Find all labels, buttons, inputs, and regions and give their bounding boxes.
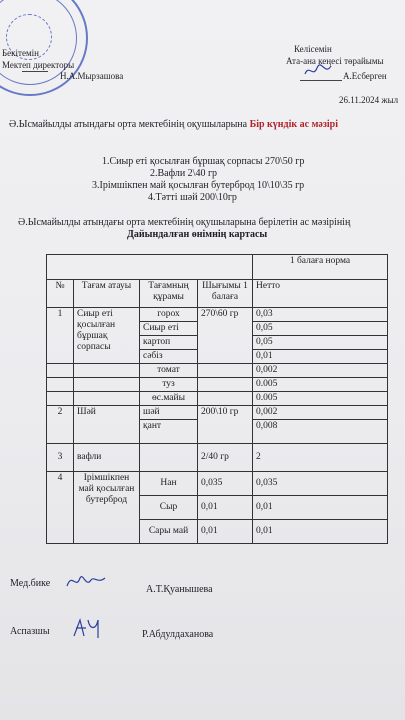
cook-name: Р.Абдулдаханова — [142, 629, 214, 640]
norm-header: 1 балаға норма — [253, 255, 388, 280]
table-row — [47, 378, 388, 392]
row-netto: 0,035 — [253, 472, 388, 496]
row-ingredient: туз — [140, 378, 198, 392]
row-ingredient: шәй — [140, 406, 198, 420]
row-ingredient: сәбіз — [140, 350, 198, 364]
director-name: Н.А.Мырзашова — [60, 71, 124, 81]
menu-item: 3.Ірімшікпен май қосылған бутерброд 10\10\35 гр — [92, 180, 305, 191]
row-netto: 0.005 — [253, 378, 388, 392]
col-no-header: № — [47, 280, 74, 308]
council-name: А.Есберген — [343, 71, 387, 81]
signature-line-left — [22, 71, 48, 72]
table-row — [47, 472, 388, 496]
col-dish-header: Тағам атауы — [74, 280, 140, 308]
parents-council-title: Ата-ана кеңесі төрайымы — [286, 56, 384, 66]
document-date: 26.11.2024 жыл — [339, 95, 399, 105]
row-no: 2 — [47, 406, 74, 444]
row-ingredient: қант — [140, 420, 198, 444]
row-ingredient: томат — [140, 364, 198, 378]
row-no: 1 — [47, 308, 74, 364]
menu-item: 4.Тәтті шәй 200\10гр — [148, 192, 237, 203]
card-title: Дайындалған өнімнің картасы — [127, 229, 268, 240]
row-no: 4 — [47, 472, 74, 544]
col-yield-header: Шығымы 1 балаға — [198, 280, 253, 308]
row-ingredient: горох — [140, 308, 198, 322]
card-heading: Ә.Ысмайылды атындағы орта мектебінің оқушыларына берілетін ас мәзірінің — [18, 217, 351, 228]
signature-line-right — [300, 80, 342, 81]
row-netto: 0,01 — [253, 350, 388, 364]
menu-title — [9, 119, 338, 130]
row-netto: 0,008 — [253, 420, 388, 444]
menu-title-highlight: Бір күндік ас мәзірі — [249, 119, 338, 130]
row-ingredient: Сиыр еті — [140, 322, 198, 336]
nurse-name: А.Т.Қуанышева — [146, 584, 213, 595]
row-dish: вафли — [74, 444, 140, 472]
table-row — [47, 308, 388, 322]
council-signature — [303, 62, 333, 80]
approve-label: Бекітемін — [2, 48, 39, 58]
row-dish: Ірімшікпен май қосылған бутерброд — [74, 472, 140, 544]
row-ingredient: картоп — [140, 336, 198, 350]
row-yield: 0,01 — [198, 520, 253, 544]
row-netto: 2 — [253, 444, 388, 472]
table-row — [47, 364, 388, 378]
col-netto-header: Нетто — [253, 280, 388, 308]
row-ingredient: өс.майы — [140, 392, 198, 406]
product-card-table — [46, 254, 388, 544]
row-dish: Сиыр еті қосылған бұршақ сорпасы — [74, 308, 140, 364]
row-no: 3 — [47, 444, 74, 472]
row-netto: 0,002 — [253, 406, 388, 420]
row-yield: 2/40 гр — [198, 444, 253, 472]
row-netto: 0,002 — [253, 364, 388, 378]
menu-title-prefix: Ә.Ысмайылды атындағы орта мектебінің оқушыларына — [9, 119, 248, 130]
row-netto: 0,05 — [253, 336, 388, 350]
row-yield: 0,035 — [198, 472, 253, 496]
col-composition-header: Тағамның құрамы — [140, 280, 198, 308]
row-netto: 0,01 — [253, 496, 388, 520]
cook-signature — [68, 616, 102, 642]
row-ingredient: Сары май — [140, 520, 198, 544]
nurse-signature — [64, 570, 108, 592]
nurse-label: Мед.бике — [10, 578, 51, 589]
table-row — [47, 444, 388, 472]
row-dish: Шәй — [74, 406, 140, 444]
row-ingredient: Нан — [140, 472, 198, 496]
table-row — [47, 406, 388, 420]
row-netto: 0,01 — [253, 520, 388, 544]
row-yield: 0,01 — [198, 496, 253, 520]
row-yield: 270\60 гр — [198, 308, 253, 364]
row-netto: 0,05 — [253, 322, 388, 336]
menu-item: 2.Вафли 2\40 гр — [150, 168, 218, 179]
table-row — [47, 392, 388, 406]
cook-label: Аспазшы — [10, 626, 50, 637]
menu-item: 1.Сиыр еті қосылған бұршақ сорпасы 270\50 гр — [102, 156, 305, 167]
table-header-row — [47, 280, 388, 308]
row-yield: 200\10 гр — [198, 406, 253, 444]
table-row — [47, 255, 388, 280]
row-netto: 0.005 — [253, 392, 388, 406]
row-ingredient: Сыр — [140, 496, 198, 520]
row-netto: 0,03 — [253, 308, 388, 322]
director-title: Мектеп директоры — [2, 60, 75, 70]
agree-label: Келісемін — [294, 44, 332, 54]
